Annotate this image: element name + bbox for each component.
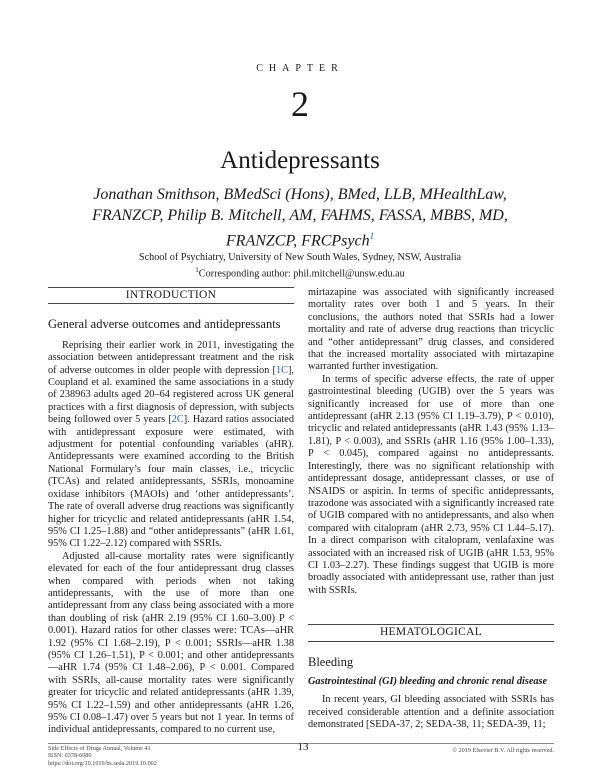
paragraph: mirtazapine was associated with significantly increased mortality rates over both 1 and 5 years. In their conclusions, the authors noted that SSRIs had a lower mortality and rate of adverse drug reactions than tricyclic and “other antidepressant” drug classes, and considered that the increased mortality associated with mirtazapine warranted further investigation. <box>308 287 554 373</box>
corresponding-author-link[interactable]: 1 <box>369 231 375 241</box>
subheading-general-adverse: General adverse outcomes and antidepressants <box>48 317 281 332</box>
chapter-title: Antidepressants <box>220 147 380 174</box>
corresponding-author-line <box>0 264 600 280</box>
chapter-label: CHAPTER <box>256 63 344 74</box>
paragraph: In recent years, GI bleeding associated with SSRIs has received considerable attention and a definite association demonstrated [SEDA-37, 2; SEDA-38, 11; SEDA-39, 11; <box>308 694 554 731</box>
section-heading-introduction: INTRODUCTION <box>48 287 294 304</box>
paragraph: Adjusted all-cause mortality rates were significantly elevated for each of the four antidepressant drug classes when compared with periods when not taking antidepressants, with the use of more than one antidepressant from any class being associated with a more than doubling of risk (aHR 2.19 (95% CI 1.60–3.00) P < 0.001). Hazard ratios for other classes were: TCAs—aHR 1.92 (95% CI 1.68–2.19), P < 0.001; SSRIs—aHR 1.38 (95% CI 1.26–1.51), P < 0.001; and other antidepressants—aHR 1.74 (95% CI 1.48–2.06), P < 0.001. Compared with SSRIs, all-cause mortality rates were significantly greater for tricyclic and related antidepressants (aHR 1.39, 95% CI 1.22–1.59) and other antidepressants (aHR 1.26, 95% CI 0.08–1.47) over 5 years but not 1 year. In terms of individual antidepressants, compared to no current use, <box>48 550 294 736</box>
doi-link[interactable]: https://doi.org/10.1016/bs.seda.2019.10.002 <box>48 759 157 767</box>
authors-line-1: Jonathan Smithson, BMedSci (Hons), BMed, LLB, MHealthLaw, <box>93 186 507 203</box>
text-run: ], Coupland et al. examined the same associations in a study of 238963 adults aged 20–64 registered across UK general practices with a first diagnosis of depression, with subjects being followed over 5 years [ <box>48 364 294 426</box>
reference-link[interactable]: 1C <box>275 364 288 376</box>
left-column <box>48 287 294 737</box>
subsubheading-gi-bleeding: Gastrointestinal (GI) bleeding and chronic renal disease <box>308 675 548 687</box>
journal-name: Side Effects of Drugs Annual, Volume 41 <box>48 745 151 752</box>
corresponding-author-text: Corresponding author: phil.mitchell@unsw.edu.au <box>198 268 405 280</box>
paragraph: In terms of specific adverse effects, the rate of upper gastrointestinal bleeding (UGIB) over the 5 years was significantly increased for use of more than one antidepressant (aHR 2.13 (95% CI 1.19–3.79), P < 0.010), tricyclic and related antidepressants (aHR 1.43 (95% 1.13–1.81), P < 0.003), and SSRIs (aHR 1.16 (95% 1.00–1.33), P < 0.045), compared against no antidepressants. Interestingly, there was no significant relationship with antidepressant dosage, antidepressant classes, or use of NSAIDS or aspirin. In terms of specific antidepressants, trazodone was associated with a significantly increased rate of UGIB compared with no antidepressants, and also when compared with citalopram (aHR 2.73, 95% CI 1.44–5.17). In a direct comparison with citalopram, venlafaxine was associated with an increased risk of UGIB (aHR 1.53, 95% CI 1.03–2.27). These findings suggest that UGIB is more broadly associated with antidepressant use, rather than just with SSRIs. <box>308 373 554 596</box>
authors-line-3-text: FRANZCP, FRCPsych <box>225 232 370 250</box>
affiliation <box>0 251 600 280</box>
right-column <box>308 287 554 732</box>
authors-line-3 <box>40 226 560 251</box>
subheading-bleeding: Bleeding <box>308 654 354 669</box>
authors <box>40 184 560 251</box>
footer-left <box>48 745 228 767</box>
section-heading-hematological: HEMATOLOGICAL <box>308 624 554 641</box>
reference-link[interactable]: 2C <box>171 414 184 426</box>
affiliation-line: School of Psychiatry, University of New South Wales, Sydney, NSW, Australia <box>138 252 462 263</box>
page-number: 13 <box>297 741 309 753</box>
text-run: Reprising their earlier work in 2011, investigating the association between antidepressant treatment and the risk of adverse outcomes in older people with depression [ <box>48 339 294 376</box>
corresponding-sup: 1 <box>195 266 199 274</box>
issn: ISSN: 0378-6080 <box>48 752 92 760</box>
paragraph <box>48 340 294 551</box>
copyright: © 2019 Elsevier B.V. All rights reserved. <box>452 747 554 754</box>
text-run: ]. Hazard ratios associated with antidepressant exposure were estimated, with adjustment for potential confounding variables (aHR). Antidepressants were examined according to the British National Formulary’s four main classes, i.e., tricyclic (TCAs) and related antidepressants, SSRIs, monoamine oxidase inhibitors (MAOIs) and ‘other antidepressants’. The rate of overall adverse drug reactions was significantly higher for tricyclic and related antidepressants (aHR 1.54, 95% CI 1.25–1.88) and “other antidepressants” (aHR 1.61, 95% CI 1.22–2.12) compared with SSRIs. <box>48 414 294 550</box>
chapter-number: 2 <box>291 84 309 124</box>
authors-line-2: FRANZCP, Philip B. Mitchell, AM, FAHMS, FASSA, MBBS, MD, <box>92 207 508 224</box>
